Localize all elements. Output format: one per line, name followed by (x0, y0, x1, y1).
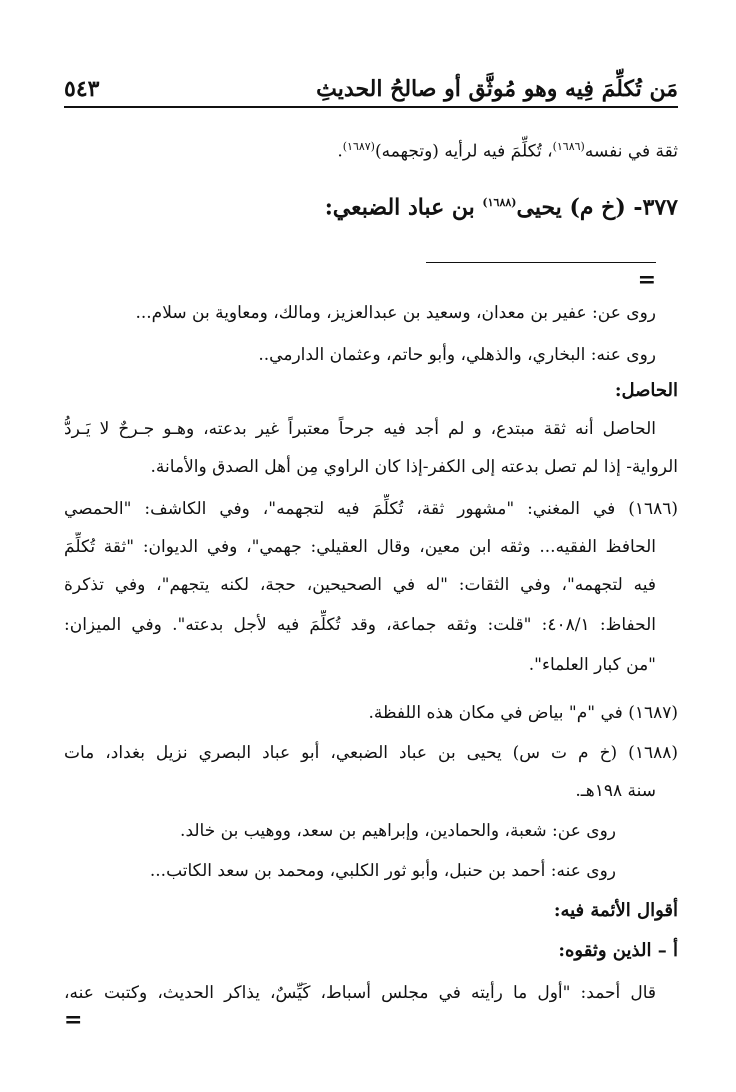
footnote-1686-line-2: الحافظ الفقيه... وثقه ابن معين، وقال العقيلي: جهمي"، وفي الديوان: "ثقة تُكلِّمَ (64, 537, 656, 557)
running-header (64, 60, 678, 102)
footnote-1686-line-3: فيه لتجهمه"، وفي الثقات: "له في الصحيحين، حجة، لكنه يتجهم"، وفي تذكرة (64, 575, 656, 595)
footnote-separator (426, 262, 656, 263)
continuation-mark-bottom: = (64, 1007, 83, 1033)
footnote-1688-line-2: سنة ١٩٨هـ. (575, 781, 656, 801)
entry-heading (64, 188, 678, 222)
footnote-1686-line-5: "من كبار العلماء". (528, 655, 656, 675)
continuation-mark-top: = (637, 267, 656, 293)
trusted-by-heading: أ – الذين وثقوه: (558, 940, 678, 961)
footnote-ref-1688[interactable]: (١٦٨٨) (482, 196, 517, 209)
footnote-1687: (١٦٨٧) في "م" بياض في مكان هذه اللفظة. (368, 703, 678, 723)
entry-heading-a: ٣٧٧- (خ م) يحيى (516, 194, 678, 221)
footnote-1686-line-4: الحفاظ: ٤٠٨/١: "قلت: وثقه جماعة، وقد تُكلِّمَ فيه لأجل بدعته". وفي الميزان: (64, 615, 656, 635)
running-title: مَن تُكلِّمَ فِيه وهو مُوثَّق أو صالحُ الحديثِ (316, 76, 678, 102)
footnote-1688-line-1: (١٦٨٨) (خ م ت س) يحيى بن عباد الضبعي، أبو عباد البصري نزيل بغداد، مات (64, 743, 678, 763)
l1-end: . (337, 141, 343, 162)
narrated-by: روى عنه: البخاري، والذهلي، وأبو حاتم، وعثمان الدارمي.. (258, 345, 656, 365)
footnote-1686-line-1: (١٦٨٦) في المغني: "مشهور ثقة، تُكلِّمَ فيه لتجهمه"، وفي الكاشف: "الحمصي (64, 499, 678, 519)
header-rule (64, 106, 678, 108)
summary-line-2: الرواية- إذا لم تصل بدعته إلى الكفر-إذا كان الراوي مِن أهل الصدق والأمانة. (150, 457, 678, 477)
l1-mid: ، تُكلِّمَ فيه لرأيه (وتجهمه) (374, 141, 553, 162)
summary-line-1: الحاصل أنه ثقة مبتدع، و لم أجد فيه جرحاً معتبراً غير بدعته، وهـو جـرحٌ لا يَـردُّ (64, 419, 656, 439)
text-line-1 (64, 132, 678, 166)
imams-opinions-heading: أقوال الأئمة فيه: (553, 900, 678, 921)
l1-text: ثقة في نفسه (584, 141, 678, 162)
ahmad-quote: قال أحمد: "أول ما رأيته في مجلس أسباط، كَيِّسٌ، يذاكر الحديث، وكتبت عنه، (64, 983, 656, 1003)
narrated-from: روى عن: عفير بن معدان، وسعيد بن عبدالعزيز، ومالك، ومعاوية بن سلام... (135, 303, 656, 323)
footnote-ref-1687[interactable]: (١٦٨٧) (342, 140, 375, 153)
footnote-1688-line-3: روى عن: شعبة، والحمادين، وإبراهيم بن سعد، ووهيب بن خالد. (180, 821, 616, 841)
footnote-1688-line-4: روى عنه: أحمد بن حنبل، وأبو ثور الكلبي، ومحمد بن سعد الكاتب... (149, 861, 616, 881)
footnote-ref-1686[interactable]: (١٦٨٦) (552, 140, 585, 153)
entry-heading-b: بن عباد الضبعي: (324, 194, 483, 221)
summary-heading: الحاصل: (614, 380, 678, 401)
page-number: ٥٤٣ (64, 76, 100, 102)
